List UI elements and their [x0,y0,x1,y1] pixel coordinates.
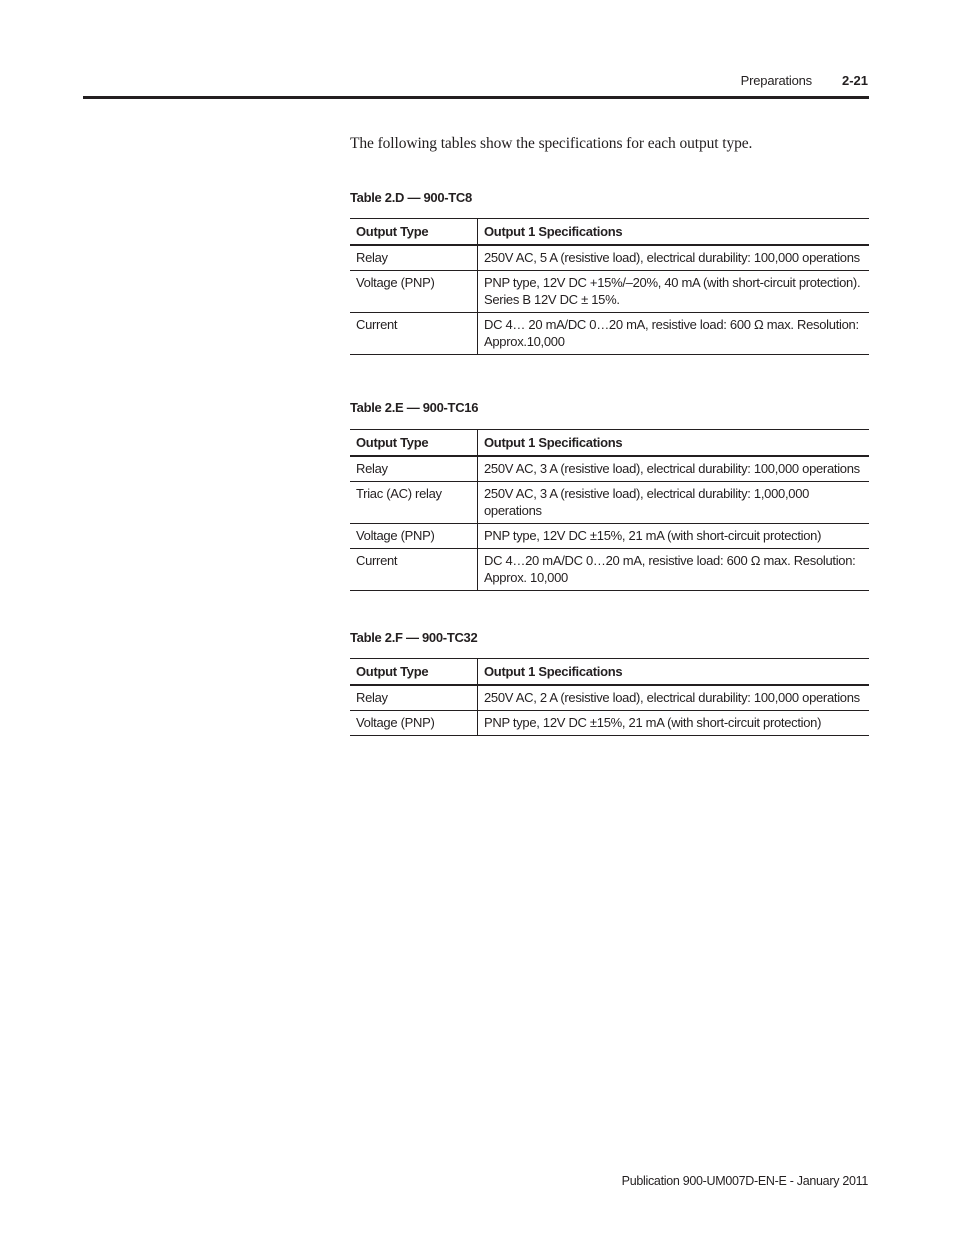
output-type-cell: Relay [350,685,478,711]
specification-cell: DC 4… 20 mA/DC 0…20 mA, resistive load: 600 Ω max. Resolution: Approx.10,000 [478,313,870,355]
column-header-specifications: Output 1 Specifications [478,659,870,686]
table-row [350,711,869,736]
column-header-output-type: Output Type [350,430,478,457]
column-header-output-type: Output Type [350,219,478,246]
column-header-specifications: Output 1 Specifications [478,219,870,246]
table-row [350,313,869,355]
specification-cell: 250V AC, 2 A (resistive load), electrical durability: 100,000 operations [478,685,870,711]
specification-cell: 250V AC, 5 A (resistive load), electrical durability: 100,000 operations [478,245,870,271]
output-type-cell: Current [350,313,478,355]
page-header [741,73,868,91]
output-type-cell: Current [350,549,478,591]
table-caption-tc16: Table 2.E — 900-TC16 [350,400,479,415]
header-rule [83,96,869,99]
table-row [350,482,869,524]
specification-cell: 250V AC, 3 A (resistive load), electrical durability: 1,000,000 operations [478,482,870,524]
table-row [350,524,869,549]
specification-cell: PNP type, 12V DC ±15%, 21 mA (with short-circuit protection) [478,711,870,736]
spec-table-tc32 [350,658,869,736]
specification-cell: 250V AC, 3 A (resistive load), electrical durability: 100,000 operations [478,456,870,482]
output-type-cell: Voltage (PNP) [350,524,478,549]
table-row [350,549,869,591]
table-row [350,271,869,313]
table-caption-tc32: Table 2.F — 900-TC32 [350,630,478,645]
specification-cell: PNP type, 12V DC ±15%, 21 mA (with short-circuit protection) [478,524,870,549]
table-row [350,245,869,271]
table-row [350,456,869,482]
output-type-cell: Relay [350,456,478,482]
table-row [350,685,869,711]
specification-cell: PNP type, 12V DC +15%/–20%, 40 mA (with short-circuit protection). Series B 12V DC ± 15%. [478,271,870,313]
page-number: 2-21 [841,73,868,88]
column-header-output-type: Output Type [350,659,478,686]
column-header-specifications: Output 1 Specifications [478,430,870,457]
specification-cell: DC 4…20 mA/DC 0…20 mA, resistive load: 600 Ω max. Resolution: Approx. 10,000 [478,549,870,591]
table-header-row [350,659,869,686]
table-caption-tc8: Table 2.D — 900-TC8 [350,190,472,205]
output-type-cell: Relay [350,245,478,271]
spec-table-tc8 [350,218,869,355]
spec-table-tc16 [350,429,869,591]
intro-paragraph: The following tables show the specifications for each output type. [350,135,753,152]
publication-footer: Publication 900-UM007D-EN-E - January 2011 [621,1174,868,1188]
output-type-cell: Voltage (PNP) [350,271,478,313]
output-type-cell: Voltage (PNP) [350,711,478,736]
table-header-row [350,219,869,246]
output-type-cell: Triac (AC) relay [350,482,478,524]
section-title: Preparations [740,73,812,88]
table-header-row [350,430,869,457]
